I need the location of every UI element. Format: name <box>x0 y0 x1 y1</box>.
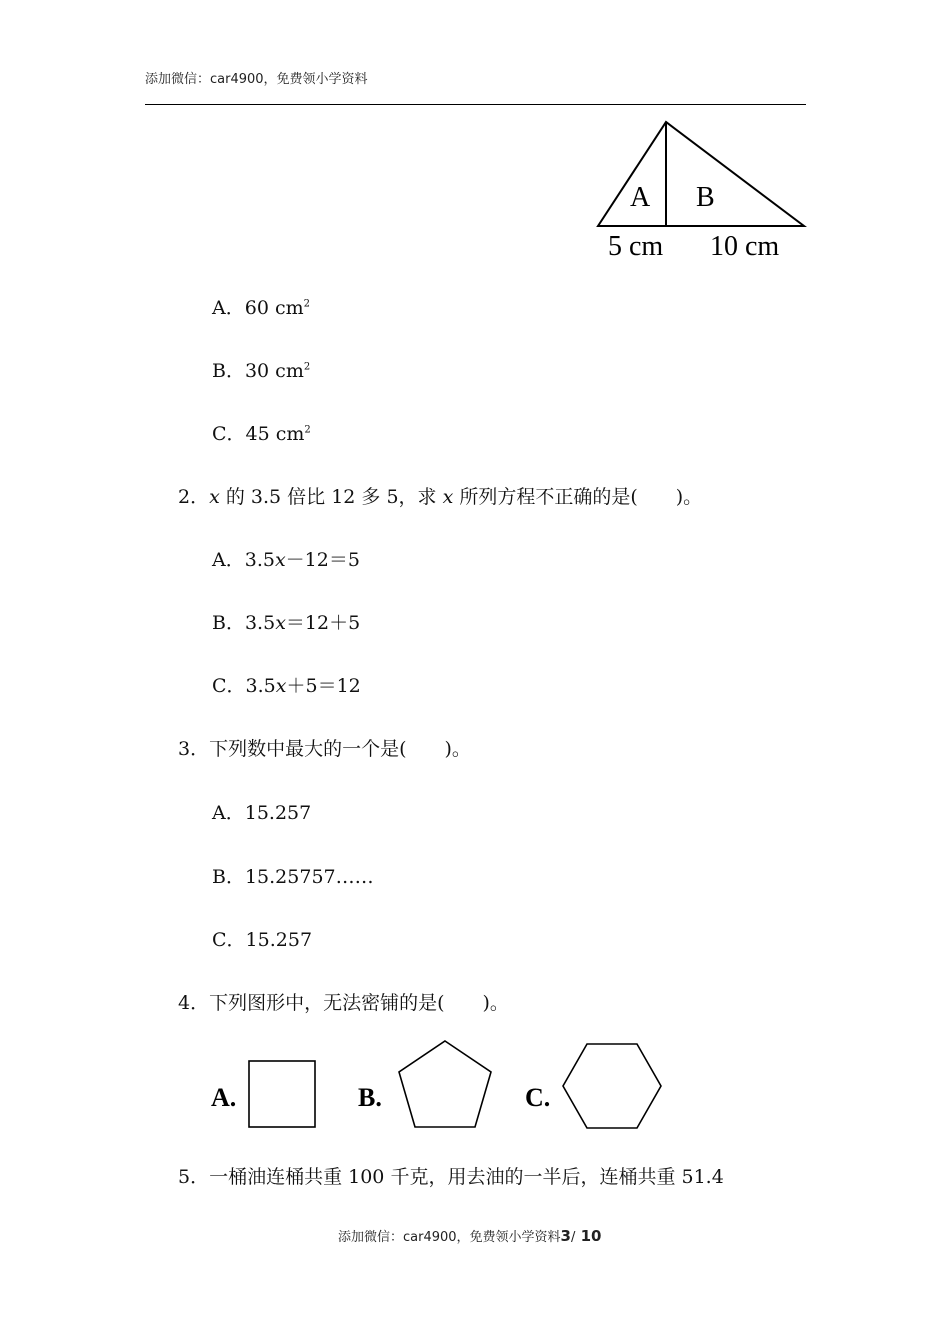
header-divider <box>145 104 806 105</box>
q1-option-a: A．60 $cm^2$ <box>212 297 310 319</box>
page-number: 3 <box>560 1227 571 1245</box>
q3-option-c: C．15.257 <box>212 929 313 951</box>
q2-question: 2．x 的 3.5 倍比 12 多 5，求 x 所列方程不正确的是( )。 <box>178 486 703 508</box>
q3-option-b: B．15.25757…… <box>212 866 374 888</box>
q1-option-b: B．30 $cm^2$ <box>212 360 311 382</box>
q2-option-c: C．3.5x＋5＝12 <box>212 675 361 697</box>
shape-b-label: B. <box>358 1083 382 1112</box>
q1-option-c: C．45 $cm^2$ <box>212 423 311 445</box>
page-footer: 添加微信：car4900，免费领小学资料3/ 10 <box>338 1227 602 1245</box>
q5-question: 5．一桶油连桶共重 100 千克，用去油的一半后，连桶共重 51.4 <box>178 1166 724 1188</box>
page-total: 10 <box>575 1227 602 1245</box>
shapes-figure <box>205 1036 670 1136</box>
shape-a-label: A. <box>211 1083 237 1112</box>
q2-option-b: B．3.5x＝12＋5 <box>212 612 361 634</box>
q3-option-a: A．15.257 <box>212 802 312 824</box>
base-right-label: 10 cm <box>710 231 780 262</box>
shape-c-label: C. <box>525 1083 551 1112</box>
page-header: 添加微信：car4900，免费领小学资料 <box>145 72 368 87</box>
q3-question: 3．下列数中最大的一个是( )。 <box>178 738 471 760</box>
region-b-label: B <box>696 182 715 213</box>
square-shape <box>249 1061 315 1127</box>
region-a-label: A <box>630 182 651 213</box>
hexagon-shape <box>563 1044 661 1128</box>
triangle-figure <box>592 116 812 266</box>
base-left-label: 5 cm <box>608 231 664 262</box>
q4-question: 4．下列图形中，无法密铺的是( )。 <box>178 992 509 1014</box>
q2-option-a: A．3.5x－12＝5 <box>212 549 360 571</box>
pentagon-shape <box>399 1041 491 1127</box>
